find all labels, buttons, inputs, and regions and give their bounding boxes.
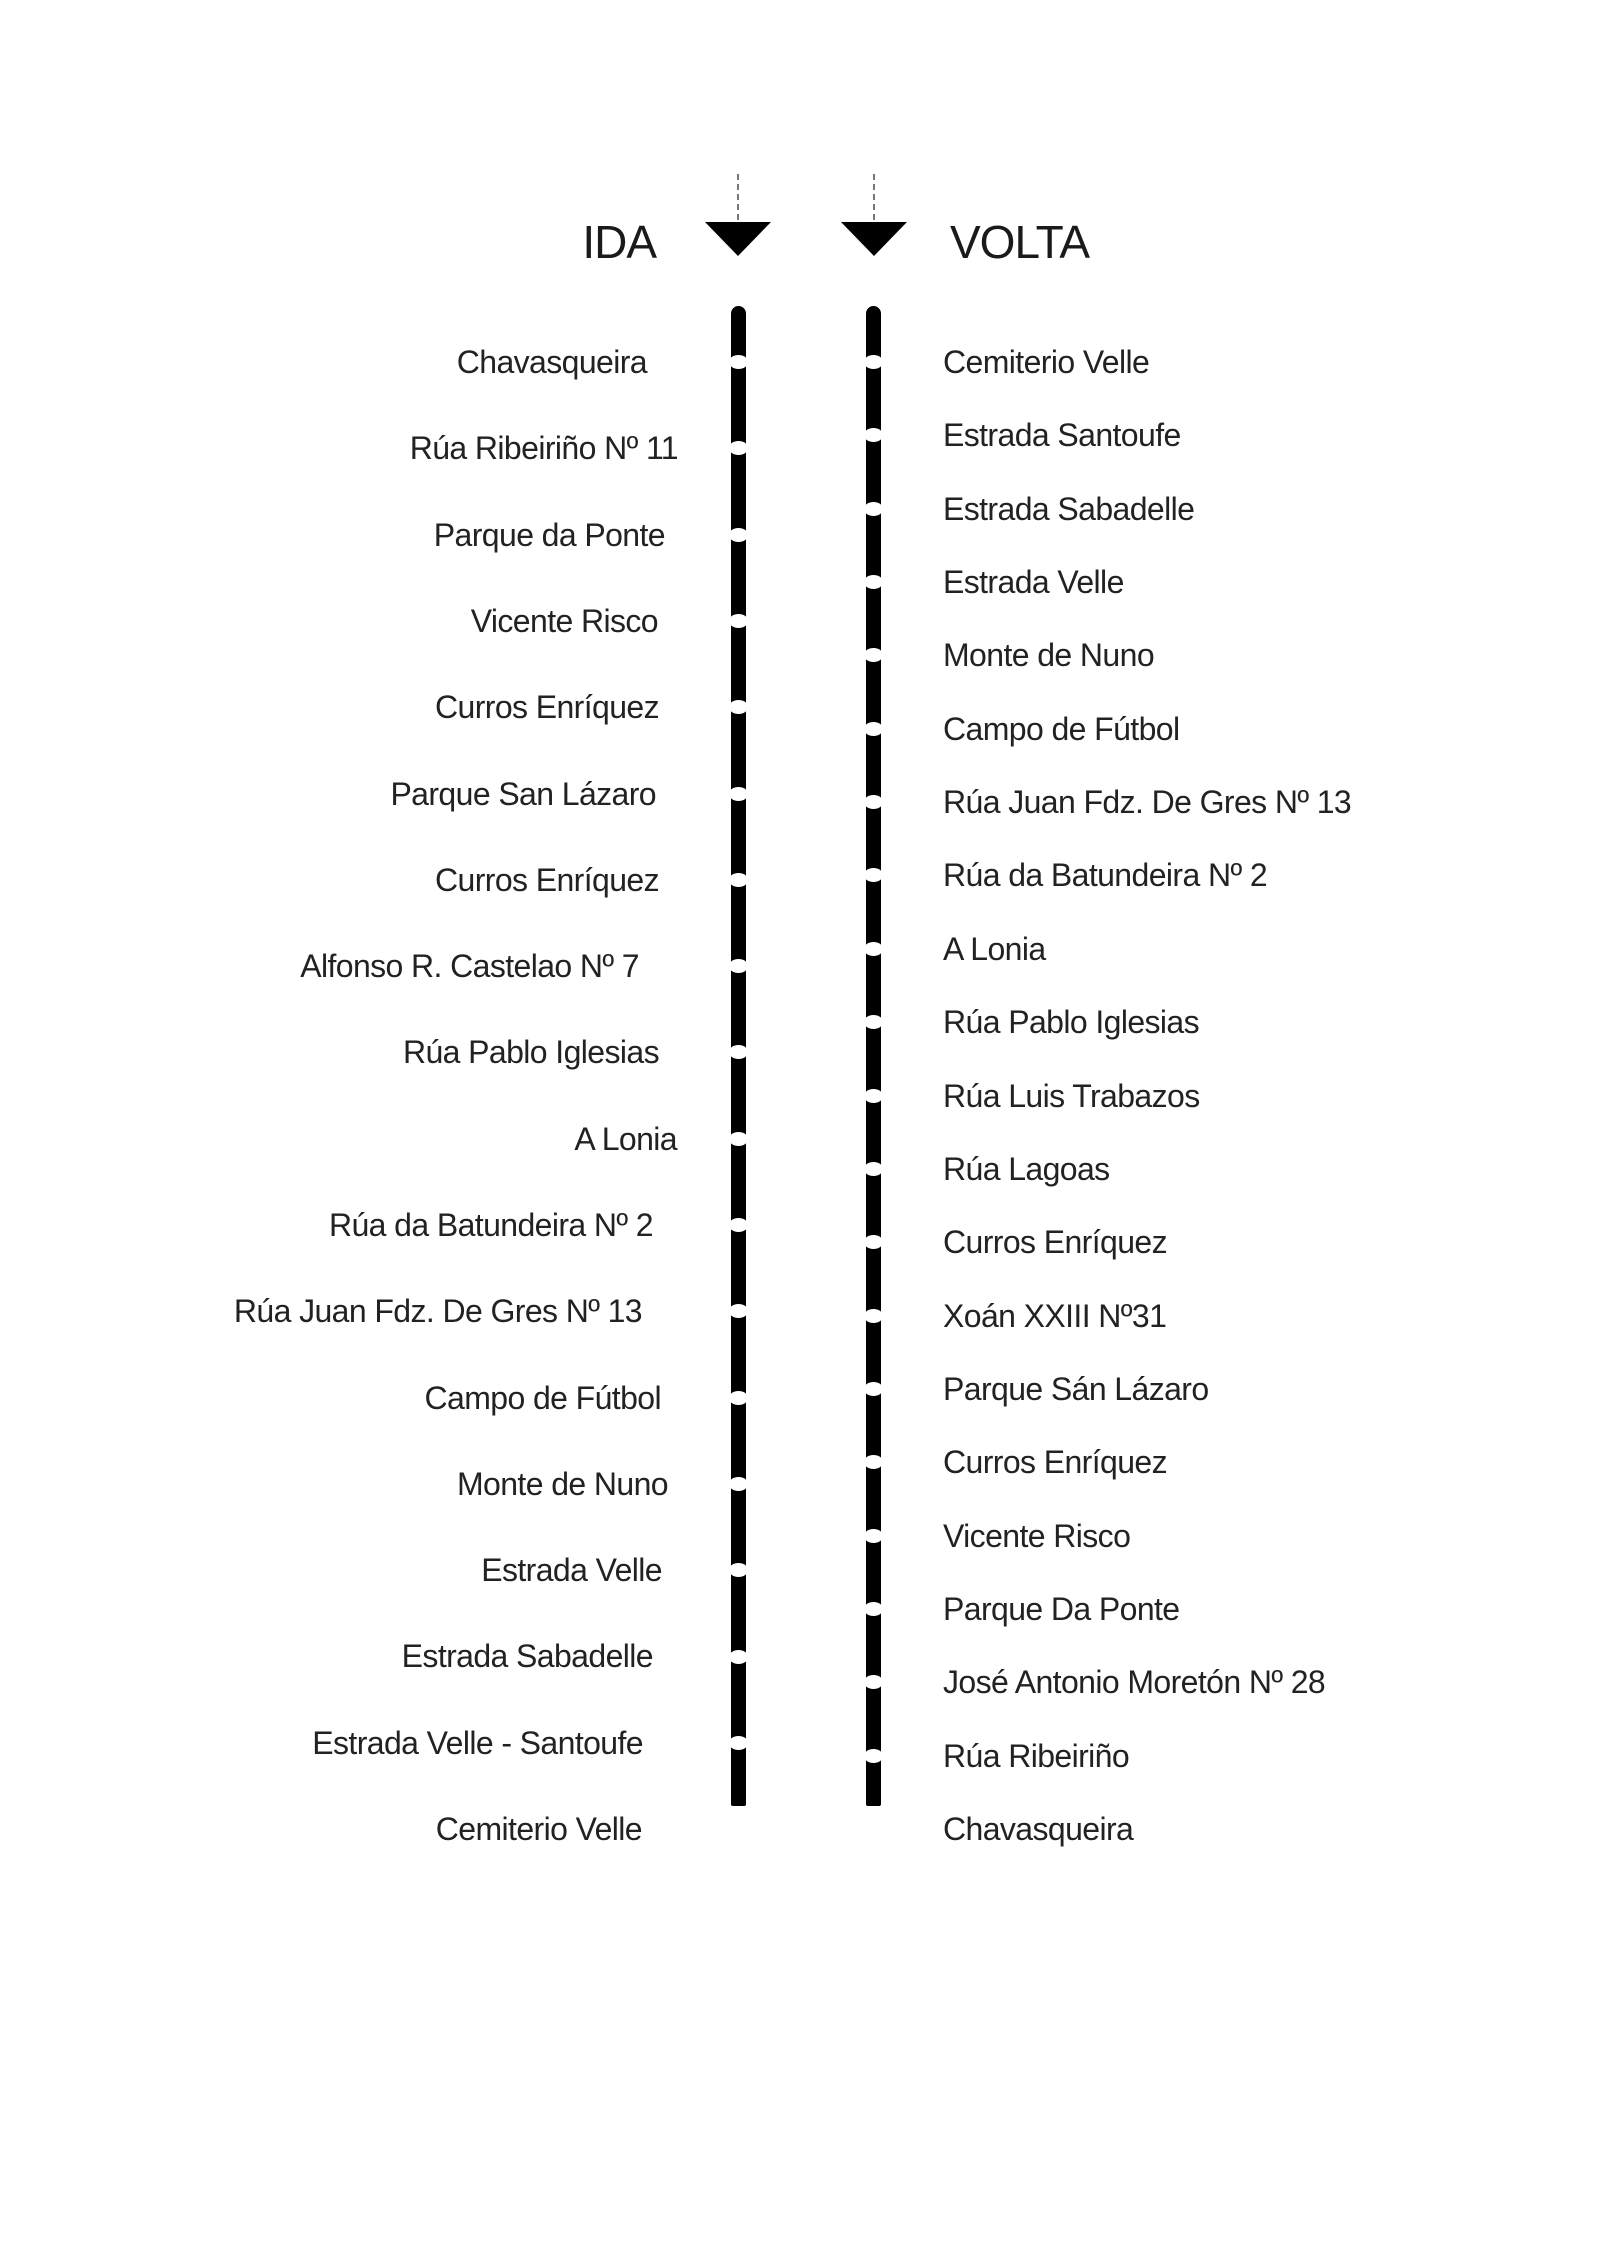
ida-stop: Estrada Velle - Santoufe [312, 1725, 643, 1761]
stop-marker [729, 1391, 748, 1405]
volta-stop: Estrada Sabadelle [943, 491, 1195, 527]
volta-stop: Monte de Nuno [943, 637, 1155, 673]
ida-stop: Estrada Sabadelle [401, 1638, 653, 1674]
stop-marker [729, 787, 748, 801]
ida-stop: Parque San Lázaro [390, 776, 656, 812]
stop-marker [864, 575, 883, 589]
ida-heading: IDA [582, 216, 656, 268]
stop-marker [864, 502, 883, 516]
volta-stop: Curros Enríquez [943, 1444, 1167, 1480]
ida-stop: Alfonso R. Castelao Nº 7 [300, 948, 639, 984]
ida-stop: Cemiterio Velle [435, 1811, 642, 1847]
stop-marker [864, 648, 883, 662]
stop-marker [864, 1529, 883, 1543]
stop-marker [864, 355, 883, 369]
volta-route-line [866, 306, 881, 1806]
stop-marker [864, 868, 883, 882]
volta-stop: Chavasqueira [943, 1811, 1134, 1847]
stop-marker [864, 1309, 883, 1323]
volta-stop: Cemiterio Velle [943, 344, 1150, 380]
stop-marker [729, 355, 748, 369]
stop-marker [864, 1382, 883, 1396]
stop-marker [729, 1304, 748, 1318]
volta-stop: Xoán XXIII Nº31 [943, 1298, 1167, 1334]
stop-marker [729, 1045, 748, 1059]
ida-arrow-stem [737, 174, 739, 220]
ida-route-line [731, 306, 746, 1806]
stop-marker [864, 1675, 883, 1689]
stop-marker [864, 1749, 883, 1763]
down-arrow-icon [841, 222, 907, 256]
ida-stop: Rúa da Batundeira Nº 2 [328, 1207, 653, 1243]
ida-stop: Monte de Nuno [456, 1466, 668, 1502]
stop-marker [729, 1218, 748, 1232]
stop-marker [729, 1563, 748, 1577]
stop-marker [729, 700, 748, 714]
ida-stop: Rúa Pablo Iglesias [402, 1034, 659, 1070]
stop-marker [729, 959, 748, 973]
volta-stop: José Antonio Moretón Nº 28 [943, 1664, 1326, 1700]
stop-marker [729, 614, 748, 628]
volta-stop: Estrada Velle [943, 564, 1124, 600]
ida-stop: Vicente Risco [470, 603, 658, 639]
ida-stop: Parque da Ponte [433, 517, 665, 553]
volta-stop: Campo de Fútbol [943, 711, 1180, 747]
down-arrow-icon [705, 222, 771, 256]
volta-heading: VOLTA [950, 216, 1089, 268]
ida-stop: Estrada Velle [481, 1552, 662, 1588]
volta-stop: Rúa da Batundeira Nº 2 [943, 857, 1268, 893]
ida-stop: A Lonia [574, 1121, 677, 1157]
volta-stop: Rúa Juan Fdz. De Gres Nº 13 [943, 784, 1352, 820]
stop-marker [729, 1650, 748, 1664]
volta-stop: Curros Enríquez [943, 1224, 1167, 1260]
volta-stop: A Lonia [943, 931, 1046, 967]
stop-marker [864, 1015, 883, 1029]
volta-stop: Estrada Santoufe [943, 417, 1181, 453]
volta-stop: Parque Da Ponte [943, 1591, 1180, 1627]
stop-marker [864, 1162, 883, 1176]
stop-marker [864, 795, 883, 809]
stop-marker [729, 873, 748, 887]
stop-marker [864, 722, 883, 736]
stop-marker [729, 441, 748, 455]
ida-stop: Rúa Juan Fdz. De Gres Nº 13 [233, 1293, 642, 1329]
volta-stop: Rúa Pablo Iglesias [943, 1004, 1200, 1040]
stop-marker [729, 1736, 748, 1750]
ida-stop: Curros Enríquez [435, 689, 659, 725]
volta-stop: Rúa Luis Trabazos [943, 1078, 1200, 1114]
stop-marker [864, 428, 883, 442]
stop-marker [729, 1477, 748, 1491]
stop-marker [864, 1455, 883, 1469]
ida-stop: Campo de Fútbol [424, 1380, 661, 1416]
volta-arrow-stem [873, 174, 875, 220]
ida-stop: Rúa Ribeiriño Nº 11 [409, 430, 678, 466]
stop-marker [729, 528, 748, 542]
stop-marker [729, 1132, 748, 1146]
ida-stop: Chavasqueira [456, 344, 647, 380]
ida-stop: Curros Enríquez [435, 862, 659, 898]
stop-marker [864, 942, 883, 956]
stop-marker [864, 1602, 883, 1616]
stop-marker [864, 1089, 883, 1103]
volta-stop: Vicente Risco [943, 1518, 1131, 1554]
volta-stop: Rúa Lagoas [943, 1151, 1110, 1187]
volta-stop: Parque Sán Lázaro [943, 1371, 1209, 1407]
stop-marker [864, 1235, 883, 1249]
volta-stop: Rúa Ribeiriño [943, 1738, 1130, 1774]
